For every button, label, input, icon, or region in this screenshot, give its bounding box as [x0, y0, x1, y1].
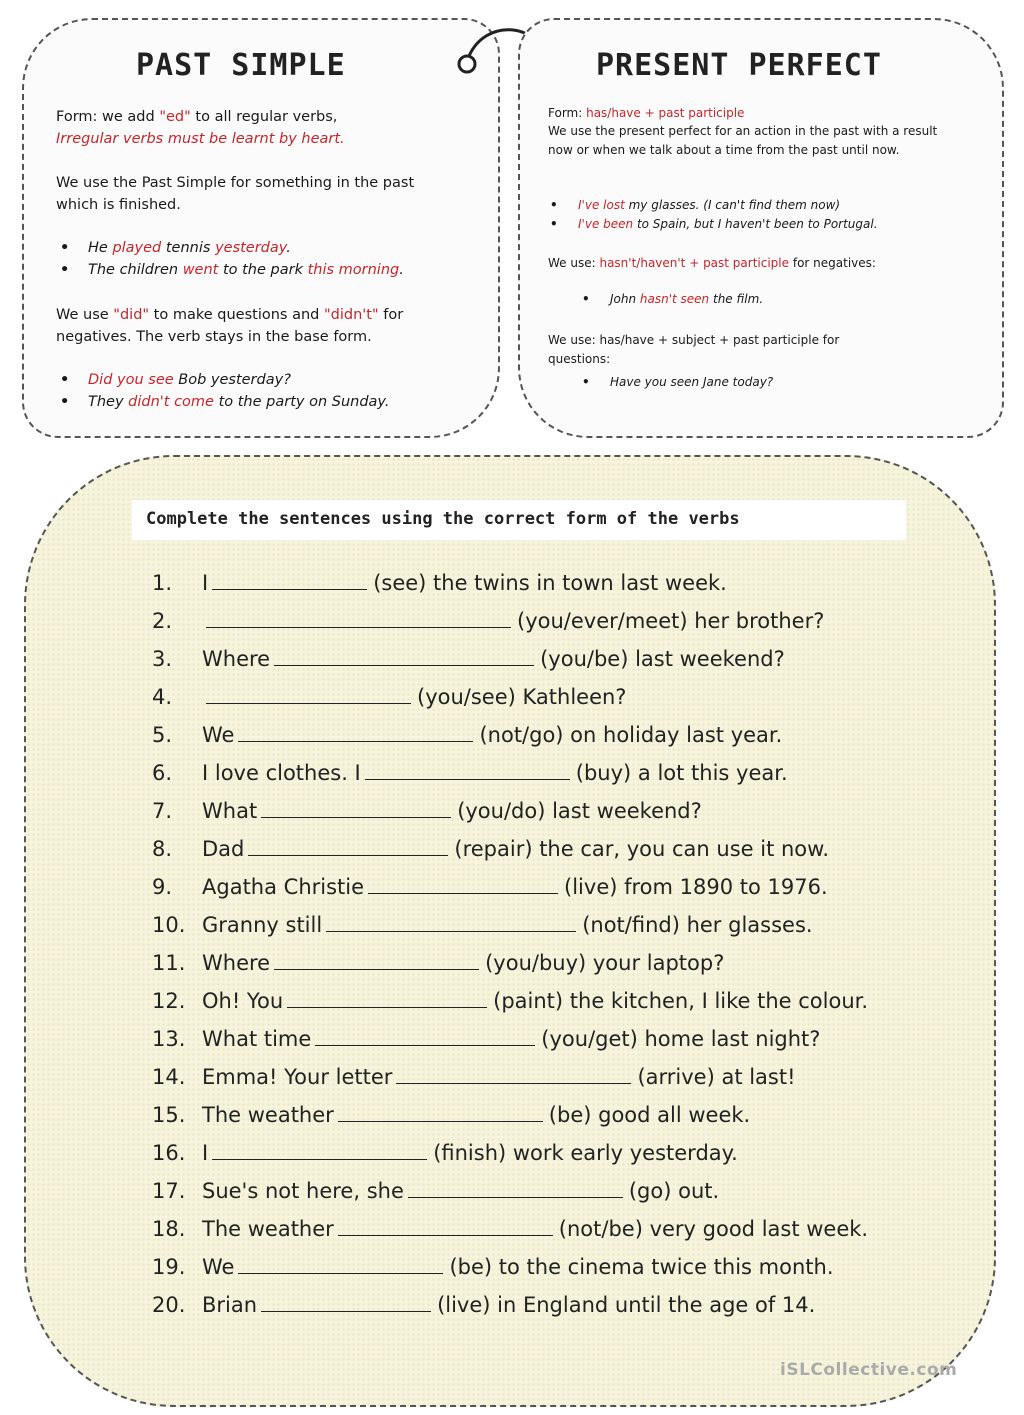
exercise-item	[152, 870, 952, 908]
exercise-prompt: Where	[202, 647, 271, 671]
exercise-item	[152, 566, 952, 604]
list-item: • Have you seen Jane today?	[578, 373, 958, 392]
exercise-item	[152, 1174, 952, 1212]
present-perfect-examples	[546, 196, 966, 234]
form-ed: "ed"	[159, 109, 191, 125]
exercise-verb-hint: (see) the twins in town last week.	[373, 571, 727, 595]
answer-blank[interactable]	[248, 833, 448, 856]
past-simple-use: We use the Past Simple for something in the past which is finished.	[56, 175, 415, 213]
answer-blank[interactable]	[274, 947, 479, 970]
exercise-number: 7.	[152, 799, 173, 823]
answer-blank[interactable]	[261, 795, 451, 818]
past-simple-title: PAST SIMPLE	[136, 48, 346, 83]
exercise-prompt: Where	[202, 951, 271, 975]
answer-blank[interactable]	[408, 1175, 623, 1198]
exercise-verb-hint: (you/be) last weekend?	[540, 647, 785, 671]
present-perfect-negative-example	[578, 290, 958, 309]
answer-blank[interactable]	[315, 1023, 535, 1046]
exercise-item	[152, 604, 952, 642]
exercise-prompt: We	[202, 723, 235, 747]
answer-blank[interactable]	[206, 681, 411, 704]
exercise-number: 3.	[152, 647, 173, 671]
answer-blank[interactable]	[238, 1251, 443, 1274]
list-item: • They didn't come to the party on Sunday.	[56, 391, 476, 413]
exercise-verb-hint: (you/ever/meet) her brother?	[517, 609, 825, 633]
exercise-item	[152, 1136, 952, 1174]
past-simple-question-examples	[56, 369, 476, 413]
list-item: • The children went to the park this morning.	[56, 259, 476, 281]
exercise-verb-hint: (live) in England until the age of 14.	[437, 1293, 816, 1317]
exercise-prompt: What time	[202, 1027, 312, 1051]
answer-blank[interactable]	[261, 1289, 431, 1312]
exercise-verb-hint: (paint) the kitchen, I like the colour.	[493, 989, 869, 1013]
list-item: • John hasn't seen the film.	[578, 290, 958, 309]
exercise-number: 17.	[152, 1179, 186, 1203]
exercise-verb-hint: (live) from 1890 to 1976.	[564, 875, 828, 899]
answer-blank[interactable]	[365, 757, 570, 780]
answer-blank[interactable]	[326, 909, 576, 932]
past-simple-examples	[56, 237, 476, 281]
exercise-verb-hint: (finish) work early yesterday.	[433, 1141, 738, 1165]
exercise-prompt: I love clothes. I	[202, 761, 361, 785]
exercise-number: 13.	[152, 1027, 186, 1051]
exercise-number: 5.	[152, 723, 173, 747]
exercise-item	[152, 1212, 952, 1250]
form-label: Form:	[56, 109, 98, 125]
exercise-number: 11.	[152, 951, 186, 975]
exercise-prompt: Agatha Christie	[202, 875, 365, 899]
exercise-item	[152, 680, 952, 718]
answer-blank[interactable]	[274, 643, 534, 666]
present-perfect-title: PRESENT PERFECT	[596, 48, 882, 83]
answer-blank[interactable]	[396, 1061, 631, 1084]
past-simple-did-rule: We use "did" to make questions and "didn't" for negatives. The verb stays in the base form.	[56, 307, 404, 345]
exercise-verb-hint: (not/go) on holiday last year.	[479, 723, 783, 747]
answer-blank[interactable]	[338, 1213, 553, 1236]
exercise-number: 4.	[152, 685, 173, 709]
answer-blank[interactable]	[206, 605, 511, 628]
exercise-verb-hint: (be) good all week.	[548, 1103, 751, 1127]
present-perfect-question-rule: We use: has/have + subject + past participle for questions:	[548, 333, 840, 366]
exercise-number: 1.	[152, 571, 173, 595]
past-simple-form	[56, 106, 476, 150]
exercise-number: 10.	[152, 913, 186, 937]
exercise-prompt: Dad	[202, 837, 245, 861]
exercise-verb-hint: (you/buy) your laptop?	[485, 951, 725, 975]
exercise-item	[152, 718, 952, 756]
exercise-item	[152, 642, 952, 680]
exercise-verb-hint: (repair) the car, you can use it now.	[454, 837, 830, 861]
exercise-number: 12.	[152, 989, 186, 1013]
answer-blank[interactable]	[212, 567, 367, 590]
answer-blank[interactable]	[338, 1099, 543, 1122]
exercise-verb-hint: (you/do) last weekend?	[457, 799, 702, 823]
exercise-verb-hint: (be) to the cinema twice this month.	[449, 1255, 834, 1279]
exercise-number: 19.	[152, 1255, 186, 1279]
exercise-number: 8.	[152, 837, 173, 861]
exercise-item	[152, 1098, 952, 1136]
exercise-prompt: Brian	[202, 1293, 258, 1317]
exercise-verb-hint: (arrive) at last!	[637, 1065, 796, 1089]
exercise-number: 2.	[152, 609, 173, 633]
exercise-prompt: What	[202, 799, 258, 823]
form-rest: to all regular verbs,	[190, 109, 338, 125]
present-perfect-use: We use the present perfect for an action in the past with a result now or when we talk about a time from the past until now.	[548, 124, 938, 157]
exercise-prompt: The weather	[202, 1217, 334, 1241]
answer-blank[interactable]	[368, 871, 558, 894]
exercise-list	[152, 566, 952, 1326]
exercise-verb-hint: (not/find) her glasses.	[582, 913, 813, 937]
list-item: • I've been to Spain, but I haven't been to Portugal.	[546, 215, 966, 234]
exercise-verb-hint: (you/get) home last night?	[541, 1027, 821, 1051]
exercise-instruction: Complete the sentences using the correct form of the verbs	[132, 500, 906, 540]
answer-blank[interactable]	[238, 719, 473, 742]
exercise-item	[152, 908, 952, 946]
exercise-verb-hint: (go) out.	[628, 1179, 720, 1203]
watermark: iSLCollective.com	[780, 1360, 958, 1380]
exercise-item	[152, 832, 952, 870]
form-text: we add	[102, 109, 160, 125]
exercise-prompt: Granny still	[202, 913, 323, 937]
exercise-number: 18.	[152, 1217, 186, 1241]
exercise-item	[152, 1060, 952, 1098]
present-perfect-question-example	[578, 373, 958, 392]
exercise-number: 20.	[152, 1293, 186, 1317]
exercise-verb-hint: (buy) a lot this year.	[575, 761, 788, 785]
exercise-prompt: Oh! You	[202, 989, 284, 1013]
list-item: • Did you see Bob yesterday?	[56, 369, 476, 391]
exercise-item	[152, 946, 952, 984]
exercise-item	[152, 1022, 952, 1060]
answer-blank[interactable]	[287, 985, 487, 1008]
exercise-item	[152, 756, 952, 794]
answer-blank[interactable]	[212, 1137, 427, 1160]
exercise-prompt: We	[202, 1255, 235, 1279]
exercise-number: 6.	[152, 761, 173, 785]
exercise-number: 16.	[152, 1141, 186, 1165]
exercise-verb-hint: (you/see) Kathleen?	[417, 685, 627, 709]
exercise-prompt: I	[202, 1141, 209, 1165]
exercise-item	[152, 984, 952, 1022]
exercise-item	[152, 794, 952, 832]
exercise-prompt: Sue's not here, she	[202, 1179, 404, 1203]
exercise-item	[152, 1288, 952, 1326]
irregular-note: Irregular verbs must be learnt by heart.	[56, 131, 345, 147]
list-item: • He played tennis yesterday.	[56, 237, 476, 259]
present-perfect-negative-rule: We use: hasn't/haven't + past participle for negatives:	[548, 256, 876, 270]
exercise-number: 14.	[152, 1065, 186, 1089]
exercise-prompt: The weather	[202, 1103, 334, 1127]
exercise-prompt: Emma! Your letter	[202, 1065, 393, 1089]
exercise-item	[152, 1250, 952, 1288]
exercise-number: 9.	[152, 875, 173, 899]
list-item: • I've lost my glasses. (I can't find them now)	[546, 196, 966, 215]
present-perfect-form: Form: has/have + past participle	[548, 106, 745, 120]
exercise-verb-hint: (not/be) very good last week.	[558, 1217, 869, 1241]
exercise-prompt: I	[202, 571, 209, 595]
exercise-number: 15.	[152, 1103, 186, 1127]
